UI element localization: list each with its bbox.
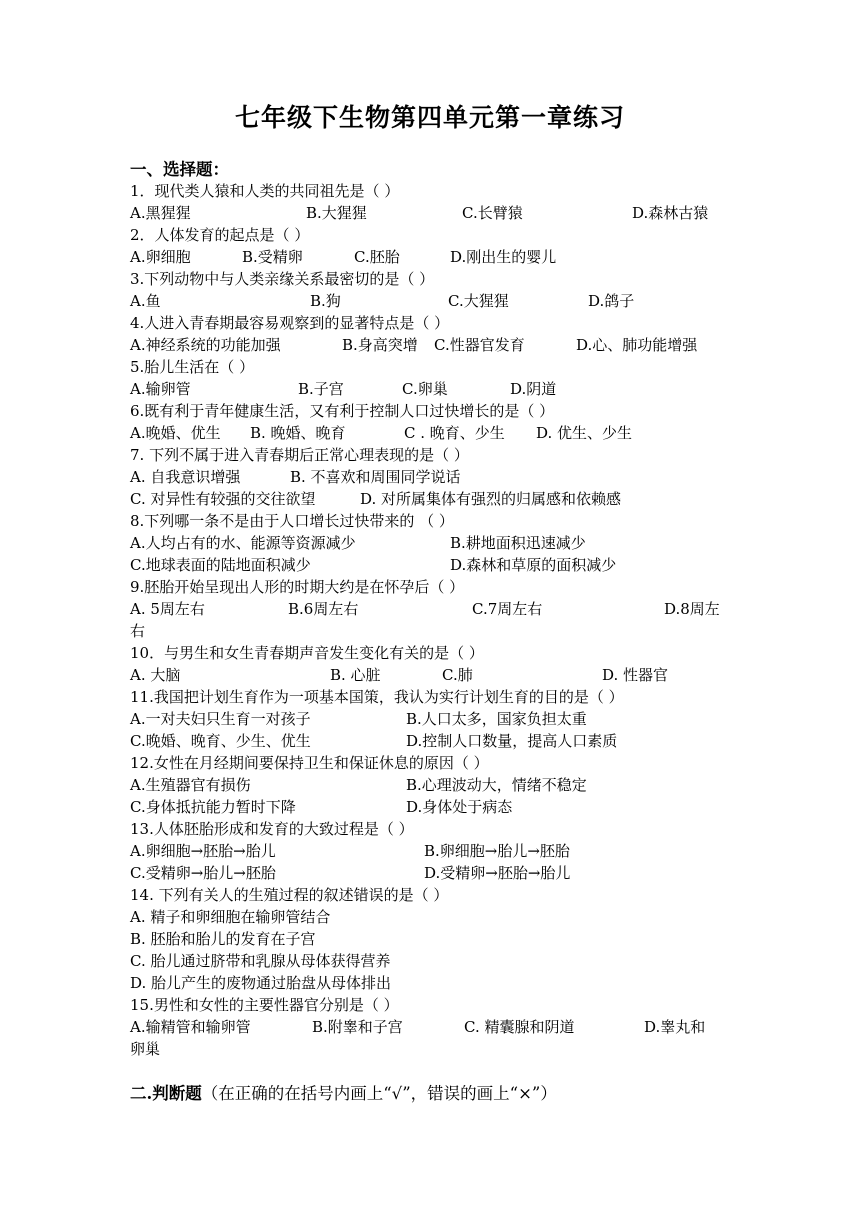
question-text: 9.胚胎开始呈现出人形的时期大约是在怀孕后（ ） bbox=[130, 578, 465, 596]
option-c: C. 对异性有较强的交往欲望 bbox=[130, 490, 316, 508]
option-d: D.8周左 bbox=[664, 600, 720, 618]
option-a: A. 自我意识增强 bbox=[130, 468, 241, 486]
document-title: 七年级下生物第四单元第一章练习 bbox=[234, 103, 625, 132]
question-text: 11.我国把计划生育作为一项基本国策，我认为实行计划生育的目的是（ ） bbox=[130, 688, 624, 706]
option-b: B.大猩猩 bbox=[306, 204, 367, 222]
question-text: 1．现代类人猿和人类的共同祖先是（ ） bbox=[130, 182, 400, 200]
option-d: D.阴道 bbox=[510, 380, 557, 398]
option-d-continued: 卵巢 bbox=[130, 1040, 161, 1058]
option-c: C. 胎儿通过脐带和乳腺从母体获得营养 bbox=[130, 952, 391, 970]
option-d: D.身体处于病态 bbox=[406, 798, 513, 816]
option-a: A.卵细胞 bbox=[130, 248, 191, 266]
option-b: B. 不喜欢和周围同学说话 bbox=[290, 468, 461, 486]
option-d: D. 优生、少生 bbox=[536, 424, 633, 442]
option-b: B.子宫 bbox=[298, 380, 344, 398]
option-b: B.6周左右 bbox=[288, 600, 359, 618]
option-a: A.输卵管 bbox=[130, 380, 191, 398]
section-2-title: 二.判断题 bbox=[130, 1084, 202, 1103]
option-b: B.卵细胞→胎儿→胚胎 bbox=[424, 842, 570, 860]
option-d: D. 胎儿产生的废物通过胎盘从母体排出 bbox=[130, 974, 392, 992]
option-a: A. 5周左右 bbox=[130, 600, 205, 618]
option-d: D.鸽子 bbox=[588, 292, 635, 310]
option-d: D.森林古猿 bbox=[632, 204, 709, 222]
option-c: C.7周左右 bbox=[472, 600, 543, 618]
option-b: B.狗 bbox=[310, 292, 341, 310]
option-b: B. 晚婚、晚育 bbox=[250, 424, 346, 442]
option-c: C. 精囊腺和阴道 bbox=[464, 1018, 575, 1036]
option-a: A.神经系统的功能加强 bbox=[130, 336, 281, 354]
option-a: A. 精子和卵细胞在输卵管结合 bbox=[130, 908, 331, 926]
option-c: C . 晚育、少生 bbox=[404, 424, 505, 442]
option-b: B. 心脏 bbox=[330, 666, 381, 684]
question-text: 5.胎儿生活在（ ） bbox=[130, 358, 255, 376]
option-a: A.人均占有的水、能源等资源减少 bbox=[130, 534, 356, 552]
option-c: C.地球表面的陆地面积减少 bbox=[130, 556, 311, 574]
option-b: B.心理波动大，情绪不稳定 bbox=[406, 776, 587, 794]
option-a: A.晚婚、优生 bbox=[130, 424, 221, 442]
option-d: D.森林和草原的面积减少 bbox=[450, 556, 617, 574]
section-1-heading: 一、选择题： bbox=[130, 160, 229, 179]
option-c: C.身体抵抗能力暂时下降 bbox=[130, 798, 296, 816]
option-d: D. 对所属集体有强烈的归属感和依赖感 bbox=[360, 490, 622, 508]
option-b: B.受精卵 bbox=[242, 248, 303, 266]
question-text: 14. 下列有关人的生殖过程的叙述错误的是（ ） bbox=[130, 886, 449, 904]
option-c: C.受精卵→胎儿→胚胎 bbox=[130, 864, 276, 882]
option-d: D. 性器官 bbox=[602, 666, 669, 684]
question-text: 4.人进入青春期最容易观察到的显著特点是（ ） bbox=[130, 314, 450, 332]
option-a: A.生殖器官有损伤 bbox=[130, 776, 251, 794]
question-text: 12.女性在月经期间要保持卫生和保证休息的原因（ ） bbox=[130, 754, 489, 772]
option-d: D.刚出生的婴儿 bbox=[450, 248, 557, 266]
section-2-heading bbox=[130, 1083, 557, 1105]
option-a: A. 大脑 bbox=[130, 666, 181, 684]
question-text: 6.既有利于青年健康生活，又有利于控制人口过快增长的是（ ） bbox=[130, 402, 555, 420]
option-b: B.人口太多，国家负担太重 bbox=[406, 710, 587, 728]
option-b: B.耕地面积迅速减少 bbox=[450, 534, 586, 552]
section-2-instructions: （在正确的在括号内画上“√”，错误的画上“×”） bbox=[201, 1084, 557, 1103]
question-text: 8.下列哪一条不是由于人口增长过快带来的 （ ） bbox=[130, 512, 454, 530]
option-c: C.性器官发育 bbox=[434, 336, 525, 354]
option-a: A.卵细胞→胚胎→胎儿 bbox=[130, 842, 276, 860]
option-d: D.睾丸和 bbox=[644, 1018, 706, 1036]
option-c: C.长臂猿 bbox=[462, 204, 523, 222]
option-b: B.附睾和子宫 bbox=[312, 1018, 403, 1036]
option-c: C.肺 bbox=[442, 666, 473, 684]
question-text: 7. 下列不属于进入青春期后正常心理表现的是（ ） bbox=[130, 446, 469, 464]
question-text: 13.人体胚胎形成和发育的大致过程是（ ） bbox=[130, 820, 414, 838]
option-d: D.控制人口数量，提高人口素质 bbox=[406, 732, 618, 750]
option-a: A.黑猩猩 bbox=[130, 204, 191, 222]
question-text: 3.下列动物中与人类亲缘关系最密切的是（ ） bbox=[130, 270, 435, 288]
question-text: 15.男性和女性的主要性器官分别是（ ） bbox=[130, 996, 399, 1014]
option-b: B. 胚胎和胎儿的发育在子宫 bbox=[130, 930, 316, 948]
option-a: A.一对夫妇只生育一对孩子 bbox=[130, 710, 311, 728]
option-a: A.输精管和输卵管 bbox=[130, 1018, 251, 1036]
option-b: B.身高突增 bbox=[342, 336, 418, 354]
option-c: C.晚婚、晚育、少生、优生 bbox=[130, 732, 311, 750]
option-d-continued: 右 bbox=[130, 622, 146, 640]
option-d: D.受精卵→胚胎→胎儿 bbox=[424, 864, 571, 882]
option-c: C.卵巢 bbox=[402, 380, 448, 398]
option-d: D.心、肺功能增强 bbox=[576, 336, 698, 354]
option-c: C.大猩猩 bbox=[448, 292, 509, 310]
question-text: 2．人体发育的起点是（ ） bbox=[130, 226, 310, 244]
option-c: C.胚胎 bbox=[354, 248, 400, 266]
option-a: A.鱼 bbox=[130, 292, 161, 310]
question-text: 10．与男生和女生青春期声音发生变化有关的是（ ） bbox=[130, 644, 484, 662]
